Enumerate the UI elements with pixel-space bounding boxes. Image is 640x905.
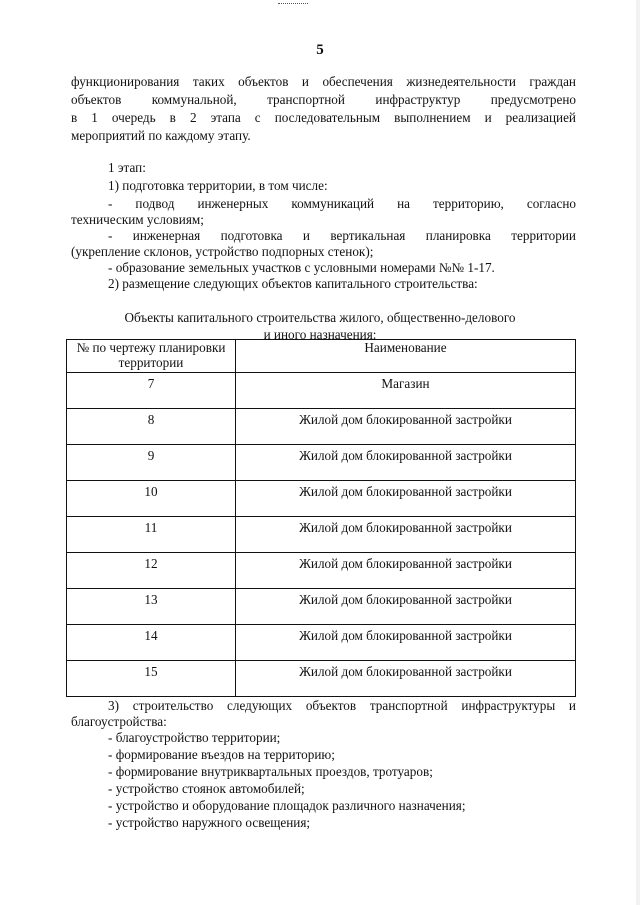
intro-line: в 1 очередь в 2 этапа с последовательным выполнением и реализацией [71,110,576,125]
stage-bullet-cont: (укрепление склонов, устройство подпорных стенок); [71,244,374,259]
header-num: № по чертежу планировки территории [67,340,236,373]
row-num: 7 [67,373,236,409]
row-num: 14 [67,625,236,661]
section3-line: благоустройства: [71,714,167,729]
row-num: 12 [67,553,236,589]
header-name: Наименование [236,340,576,373]
stage-bullet: - подвод инженерных коммуникаций на территорию, согласно [108,196,576,211]
row-name: Жилой дом блокированной застройки [236,445,576,481]
table-row [67,481,576,517]
table-header-row [67,340,576,373]
section3-item: - благоустройство территории; [108,730,281,745]
row-name: Жилой дом блокированной застройки [236,481,576,517]
section3-item: - устройство наружного освещения; [108,815,311,830]
row-name: Жилой дом блокированной застройки [236,409,576,445]
table-caption [80,309,560,343]
intro-line: функционирования таких объектов и обеспечения жизнедеятельности граждан [71,74,576,89]
stage-item-1: 1) подготовка территории, в том числе: [108,178,328,193]
page-number: 5 [316,42,324,58]
table-row [67,589,576,625]
table-row [67,373,576,409]
row-num: 8 [67,409,236,445]
stage-bullet: - инженерная подготовка и вертикальная планировка территории [108,228,576,243]
stage-bullet-cont: техническим условиям; [71,212,204,227]
table-row [67,517,576,553]
table-caption-line: и иного назначения: [263,327,377,342]
section3-item: - формирование внутриквартальных проездов, тротуаров; [108,764,433,779]
row-name: Жилой дом блокированной застройки [236,661,576,697]
row-num: 9 [67,445,236,481]
table-row [67,409,576,445]
section3-line: 3) строительство следующих объектов транспортной инфраструктуры и [108,698,576,713]
section3-item: - устройство и оборудование площадок различного назначения; [108,798,466,813]
stage-item-2: 2) размещение следующих объектов капитального строительства: [108,276,478,291]
objects-table [66,339,576,697]
row-name: Жилой дом блокированной застройки [236,625,576,661]
row-name: Жилой дом блокированной застройки [236,553,576,589]
row-num: 11 [67,517,236,553]
section3-item: - формирование въездов на территорию; [108,747,335,762]
row-name: Жилой дом блокированной застройки [236,589,576,625]
table-caption-line: Объекты капитального строительства жилого, общественно-делового [124,310,516,325]
stage-bullet: - образование земельных участков с условными номерами №№ 1-17. [108,260,495,275]
row-num: 15 [67,661,236,697]
scan-mark [278,0,308,4]
row-num: 13 [67,589,236,625]
scan-edge [636,0,640,905]
intro-line: объектов коммунальной, транспортной инфраструктур предусмотрено [71,92,576,107]
stage-heading: 1 этап: [108,160,146,175]
section3-item: - устройство стоянок автомобилей; [108,781,305,796]
row-num: 10 [67,481,236,517]
row-name: Жилой дом блокированной застройки [236,517,576,553]
intro-line: мероприятий по каждому этапу. [71,128,251,143]
table-row [67,445,576,481]
table-row [67,625,576,661]
row-name: Магазин [236,373,576,409]
table-row [67,661,576,697]
table-row [67,553,576,589]
